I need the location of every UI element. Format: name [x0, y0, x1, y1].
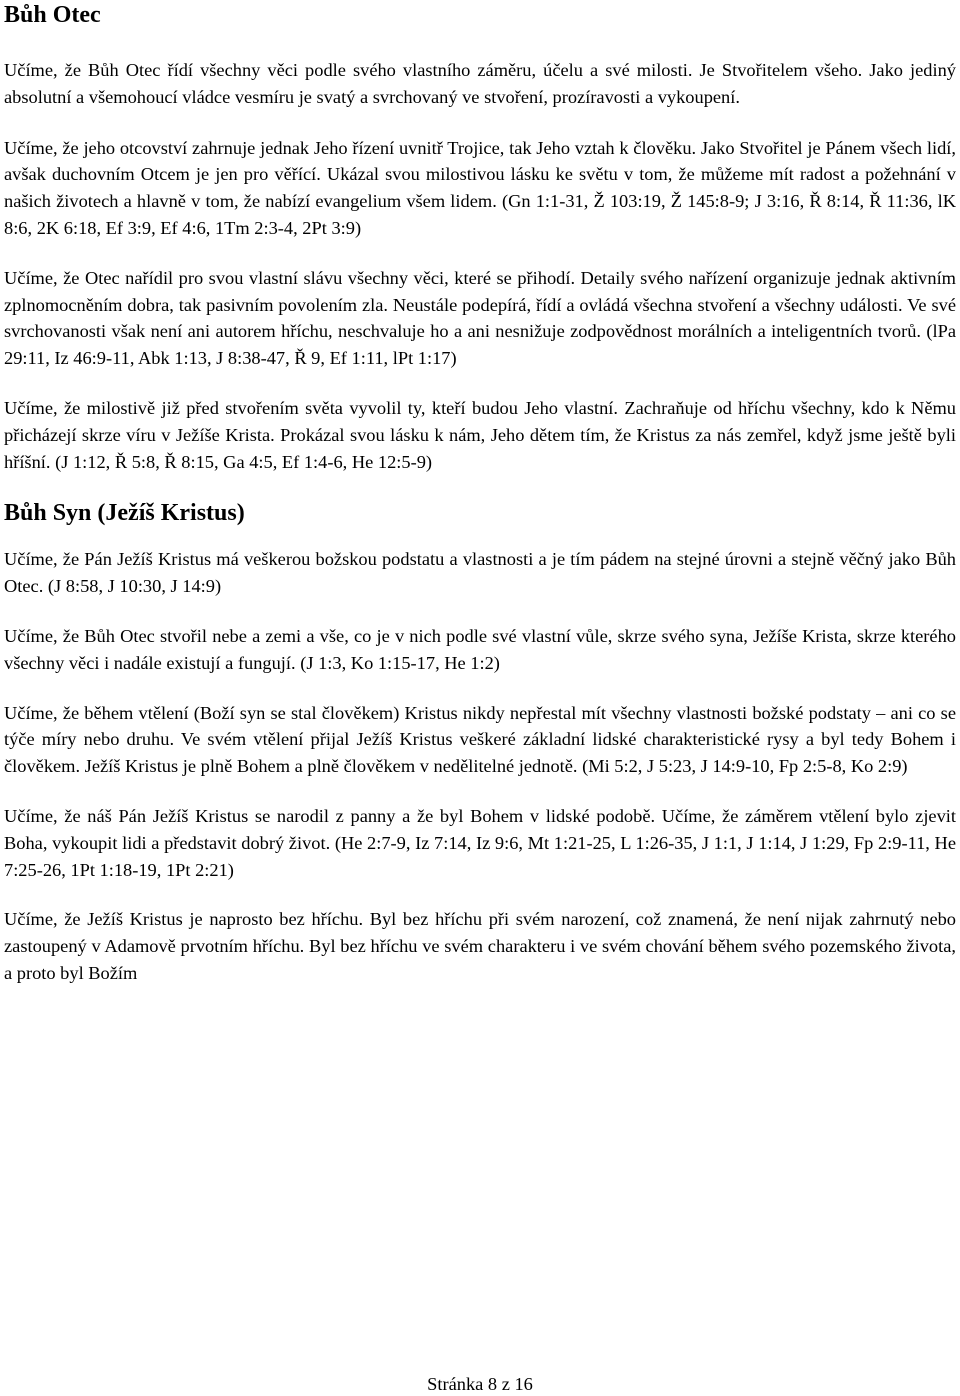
paragraph: Učíme, že během vtělení (Boží syn se stal člověkem) Kristus nikdy nepřestal mít všechny vlastnosti božské podstaty – ani co se týče míry nebo druhu. Ve svém vtělení přijal Ježíš Kristus veškeré základní lidské charakteristické rysy a byl tedy Bohem i člověkem. Ježíš Kristus je plně Bohem a plně člověkem v nedělitelné jednotě. (Mi 5:2, J 5:23, J 14:9-10, Fp 2:5-8, Ko 2:9) — [4, 702, 956, 777]
paragraph: Učíme, že milostivě již před stvořením světa vyvolil ty, kteří budou Jeho vlastní. Zachraňuje od hříchu všechny, kdo k Němu přicházejí skrze víru v Ježíše Krista. Prokázal svou lásku k nám, Jeho dětem tím, že Kristus za nás zemřel, když jsme ještě byli hříšní. (J 1:12, Ř 5:8, Ř 8:15, Ga 4:5, Ef 1:4-6, He 12:5-9) — [4, 397, 956, 472]
paragraph: Učíme, že Pán Ježíš Kristus má veškerou božskou podstatu a vlastnosti a je tím pádem na stejné úrovni a stejně věčný jako Bůh Otec. (J 8:58, J 10:30, J 14:9) — [4, 549, 956, 597]
paragraph: Učíme, že Bůh Otec řídí všechny věci podle svého vlastního záměru, účelu a své milosti. Je Stvořitelem všeho. Jako jediný absolutní a všemohoucí vládce vesmíru je svatý a svrchovaný ve stvoření, prozíravosti a vykoupení. — [4, 60, 956, 107]
paragraph: Učíme, že jeho otcovství zahrnuje jednak Jeho řízení uvnitř Trojice, tak Jeho vztah k člověku. Jako Stvořitel je Pánem všech lidí, avšak duchovním Otcem je jen pro věřící. Ukázal svou milostivou lásku ke světu v tom, že můžeme mít radost a požehnání v našich životech a hlavně v tom, že nabízí evangelium všem lidem. (Gn 1:1-31, Ž 103:19, Ž 145:8-9; J 3:16, Ř 8:14, Ř 11:36, lK 8:6, 2K 6:18, Ef 3:9, Ef 4:6, 1Tm 2:3-4, 2Pt 3:9) — [4, 137, 956, 238]
section-title-buh-otec: Bůh Otec — [4, 2, 101, 28]
document-page — [4, 0, 956, 987]
paragraph: Učíme, že Ježíš Kristus je naprosto bez hříchu. Byl bez hříchu při svém narození, což znamená, že není nijak zahrnutý nebo zastoupený v Adamově prvotním hříchu. Byl bez hříchu ve svém charakteru i ve svém chování během svého pozemského života, a proto byl Božím — [4, 909, 956, 983]
paragraph: Učíme, že náš Pán Ježíš Kristus se narodil z panny a že byl Bohem v lidské podobě. Učíme, že záměrem vtělení bylo zjevit Boha, vykoupit lidi a představit dobrý život. (He 2:7-9, Iz 7:14, Iz 9:6, Mt 1:21-25, L 1:26-35, J 1:1, J 1:14, J 1:29, Fp 2:9-11, He 7:25-26, 1Pt 1:18-19, 1Pt 2:21) — [4, 805, 956, 880]
paragraph: Učíme, že Otec nařídil pro svou vlastní slávu všechny věci, které se přihodí. Detaily svého nařízení organizuje jednak aktivním zplnomocněním dobra, tak pasivním povolením zla. Neustále podepírá, řídí a ovládá všechna stvoření a všechny události. Ve své svrchovanosti však není ani autorem hříchu, neschvaluje ho a ani nesnižuje zodpovědnost morálních a inteligentních tvorů. (lPa 29:11, Iz 46:9-11, Abk 1:13, J 8:38-47, Ř 9, Ef 1:11, lPt 1:17) — [4, 267, 956, 369]
page-number: Stránka 8 z 16 — [427, 1374, 533, 1394]
section-title-buh-syn: Bůh Syn (Ježíš Kristus) — [4, 500, 245, 527]
paragraph: Učíme, že Bůh Otec stvořil nebe a zemi a vše, co je v nich podle své vlastní vůle, skrze svého syna, Ježíše Krista, skrze kterého všechny věci i nadále existují a fungují. (J 1:3, Ko 1:15-17, He 1:2) — [4, 625, 956, 673]
